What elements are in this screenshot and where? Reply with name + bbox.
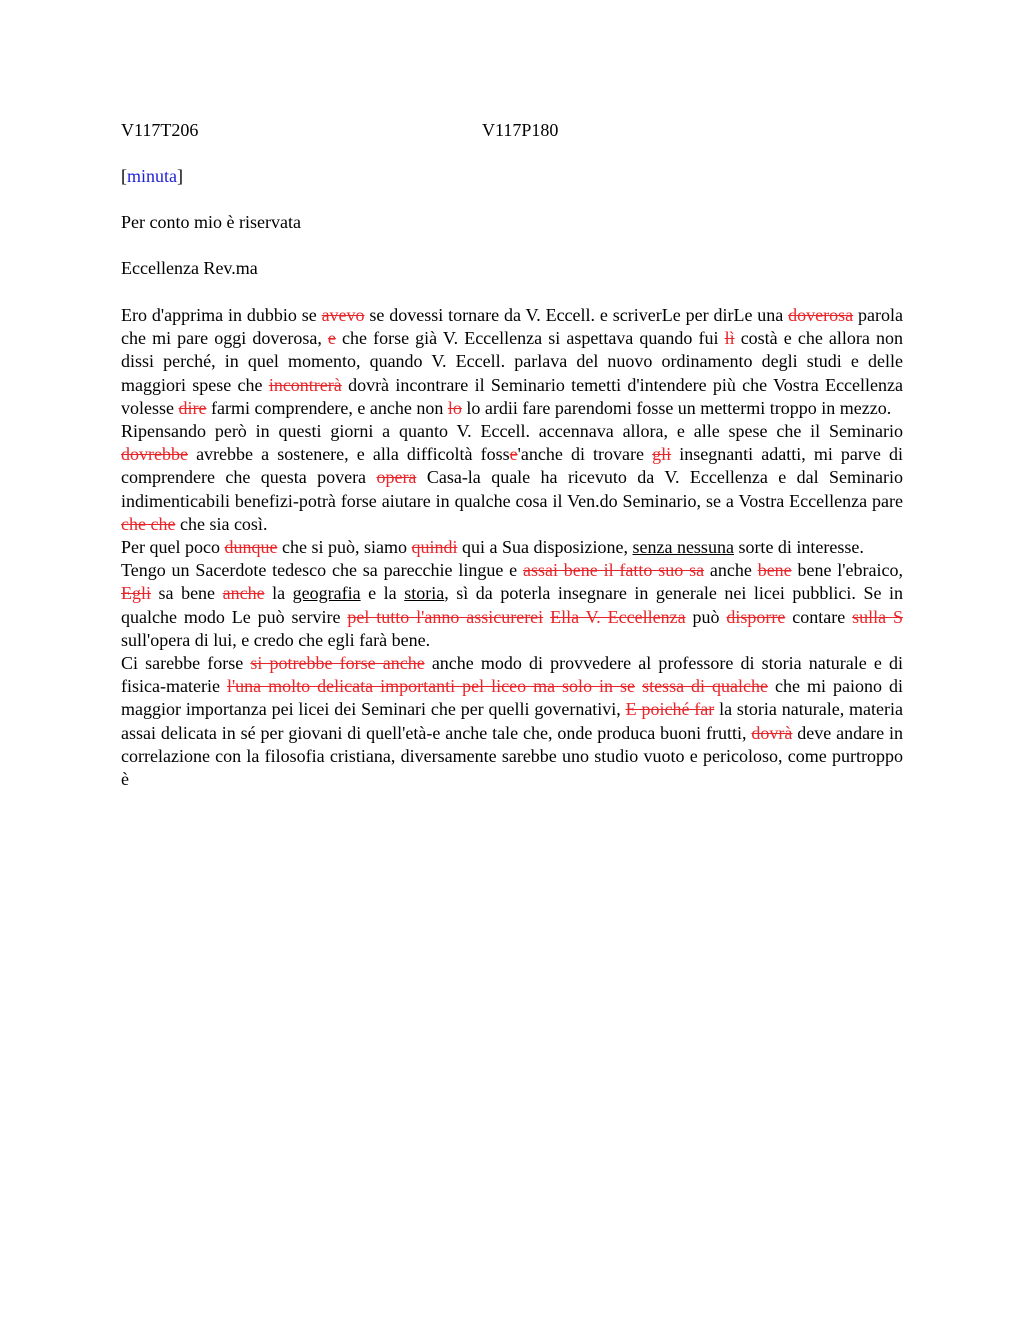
- text-segment: insegnanti adatti, mi parve di comprendere che questa povera: [121, 444, 903, 488]
- deleted-text: dire: [178, 397, 207, 418]
- text-segment: sa bene: [151, 583, 223, 604]
- deleted-text: stessa di qualche: [642, 676, 769, 697]
- text-segment: farmi comprendere, e anche non: [206, 397, 448, 418]
- deleted-text: opera: [376, 467, 417, 488]
- text-segment: può: [685, 606, 727, 627]
- deleted-text: che che: [121, 513, 176, 534]
- deleted-text: dovrebbe: [121, 444, 188, 465]
- deleted-text: Egli: [121, 583, 151, 604]
- text-segment: e la: [360, 583, 405, 604]
- text-segment: costà e che allora non dissi perché, in quel momento, quando V. Eccell. parlava del nuovo ordinamento degli studi e delle maggiori spese che: [121, 328, 903, 395]
- text-segment: se dovessi tornare da V. Eccell. e scriverLe per dirLe una: [364, 305, 789, 325]
- text-segment: avrebbe a sostenere, e alla difficoltà foss: [187, 444, 510, 465]
- deleted-text: dovrà: [751, 722, 793, 743]
- letter-paragraph: [121, 304, 903, 420]
- text-segment: sull'opera di lui, e credo che egli farà bene.: [121, 629, 431, 650]
- text-segment: Ripensando però in questi giorni a quanto V. Eccell. accennava allora, e alle spese che il Seminario: [121, 421, 903, 442]
- salutation: Eccellenza Rev.ma: [121, 258, 258, 278]
- letter-paragraph: [121, 652, 903, 791]
- text-segment: , sì da poterla insegnare in generale nei licei pubblici. Se in qualche modo Le può servire: [121, 583, 903, 627]
- text-segment: Ci sarebbe forse: [121, 653, 251, 674]
- deleted-text: avevo: [321, 305, 365, 325]
- text-segment: bene l'ebraico,: [791, 560, 904, 581]
- underlined-text: senza nessuna: [632, 537, 734, 558]
- deleted-text: bene: [757, 560, 792, 581]
- deleted-text: e: [509, 444, 518, 465]
- deleted-text: gli: [652, 444, 672, 465]
- deleted-text: assai bene il fatto suo sa: [522, 560, 705, 581]
- deleted-text: sulla S: [852, 606, 903, 627]
- deleted-text: E poiché far: [625, 699, 715, 720]
- deleted-text: lì: [724, 328, 735, 349]
- letter-body: [121, 304, 903, 791]
- text-segment: Ero d'apprima in dubbio se: [121, 305, 322, 325]
- deleted-text: dunque: [224, 537, 278, 558]
- letter-paragraph: [121, 559, 903, 652]
- deleted-text: lo: [447, 397, 462, 418]
- text-segment: Per quel poco: [121, 537, 225, 558]
- text-segment: [635, 676, 642, 696]
- deleted-text: incontrerà: [268, 374, 342, 395]
- text-segment: che mi paiono di maggior importanza pei licei dei Seminari che per quelli governativi,: [121, 676, 903, 720]
- text-segment: la storia naturale, materia assai delicata in sé per giovani di quell'età-e anche tale che, onde produca buoni frutti,: [121, 699, 903, 743]
- text-segment: che si può, siamo: [277, 537, 412, 558]
- text-segment: 'anche di trovare: [517, 444, 653, 465]
- deleted-text: pel tutto l'anno assicurerei: [347, 606, 544, 627]
- letter-paragraph: [121, 420, 903, 536]
- right-document-id: V117P180: [482, 120, 559, 140]
- text-segment: contare: [785, 606, 853, 627]
- deleted-text: disporre: [726, 606, 786, 627]
- text-segment: deve andare in correlazione con la filosofia cristiana, diversamente sarebbe uno studio vuoto e pericoloso, come purtroppo è: [121, 722, 903, 790]
- deleted-text: l'una molto delicata importanti pel liceo ma solo in se: [226, 676, 636, 697]
- text-segment: dovrà incontrare il Seminario temetti d'intendere più che Vostra Eccellenza volesse: [121, 374, 904, 418]
- text-segment: qui a Sua disposizione,: [457, 537, 633, 558]
- document-identifiers: [121, 120, 903, 144]
- deleted-text: si potrebbe forse anche: [250, 653, 425, 674]
- text-segment: Casa-la quale ha ricevuto da V. Eccellenza e dal Seminario indimenticabili benefizi-potrà forse aiutare in qualche cosa il Ven.do Seminario, se a Vostra Eccellenza pare: [121, 467, 903, 511]
- text-segment: che sia così.: [175, 513, 268, 534]
- text-segment: che forse già V. Eccellenza si aspettava quando fui: [335, 328, 725, 349]
- draft-label: minuta: [127, 166, 177, 186]
- text-segment: parola che mi pare oggi doverosa,: [121, 305, 904, 349]
- text-segment: sorte di interesse.: [733, 537, 864, 558]
- draft-note: [121, 166, 903, 187]
- underlined-text: storia: [404, 583, 445, 604]
- underlined-text: geografia: [292, 583, 361, 604]
- text-segment: anche modo di provvedere al professore di storia naturale e di fisica-materie: [121, 653, 903, 697]
- deleted-text: quindi: [411, 537, 458, 558]
- left-document-id: V117T206: [121, 120, 199, 140]
- letter-paragraph: [121, 536, 903, 559]
- text-segment: Tengo un Sacerdote tedesco che sa parecchie lingue e: [121, 560, 523, 581]
- deleted-text: e: [327, 328, 336, 349]
- deleted-text: doverosa: [788, 305, 854, 325]
- deleted-text: Ella V. Eccellenza: [550, 606, 686, 627]
- bracket-open: [: [121, 166, 127, 186]
- bracket-close: ]: [177, 166, 183, 186]
- text-segment: la: [264, 583, 293, 604]
- deleted-text: anche: [222, 583, 265, 604]
- text-segment: anche: [704, 560, 758, 581]
- reserved-remark: Per conto mio è riservata: [121, 212, 301, 232]
- text-segment: lo ardii fare parendomi fosse un mettermi troppo in mezzo.: [461, 397, 892, 418]
